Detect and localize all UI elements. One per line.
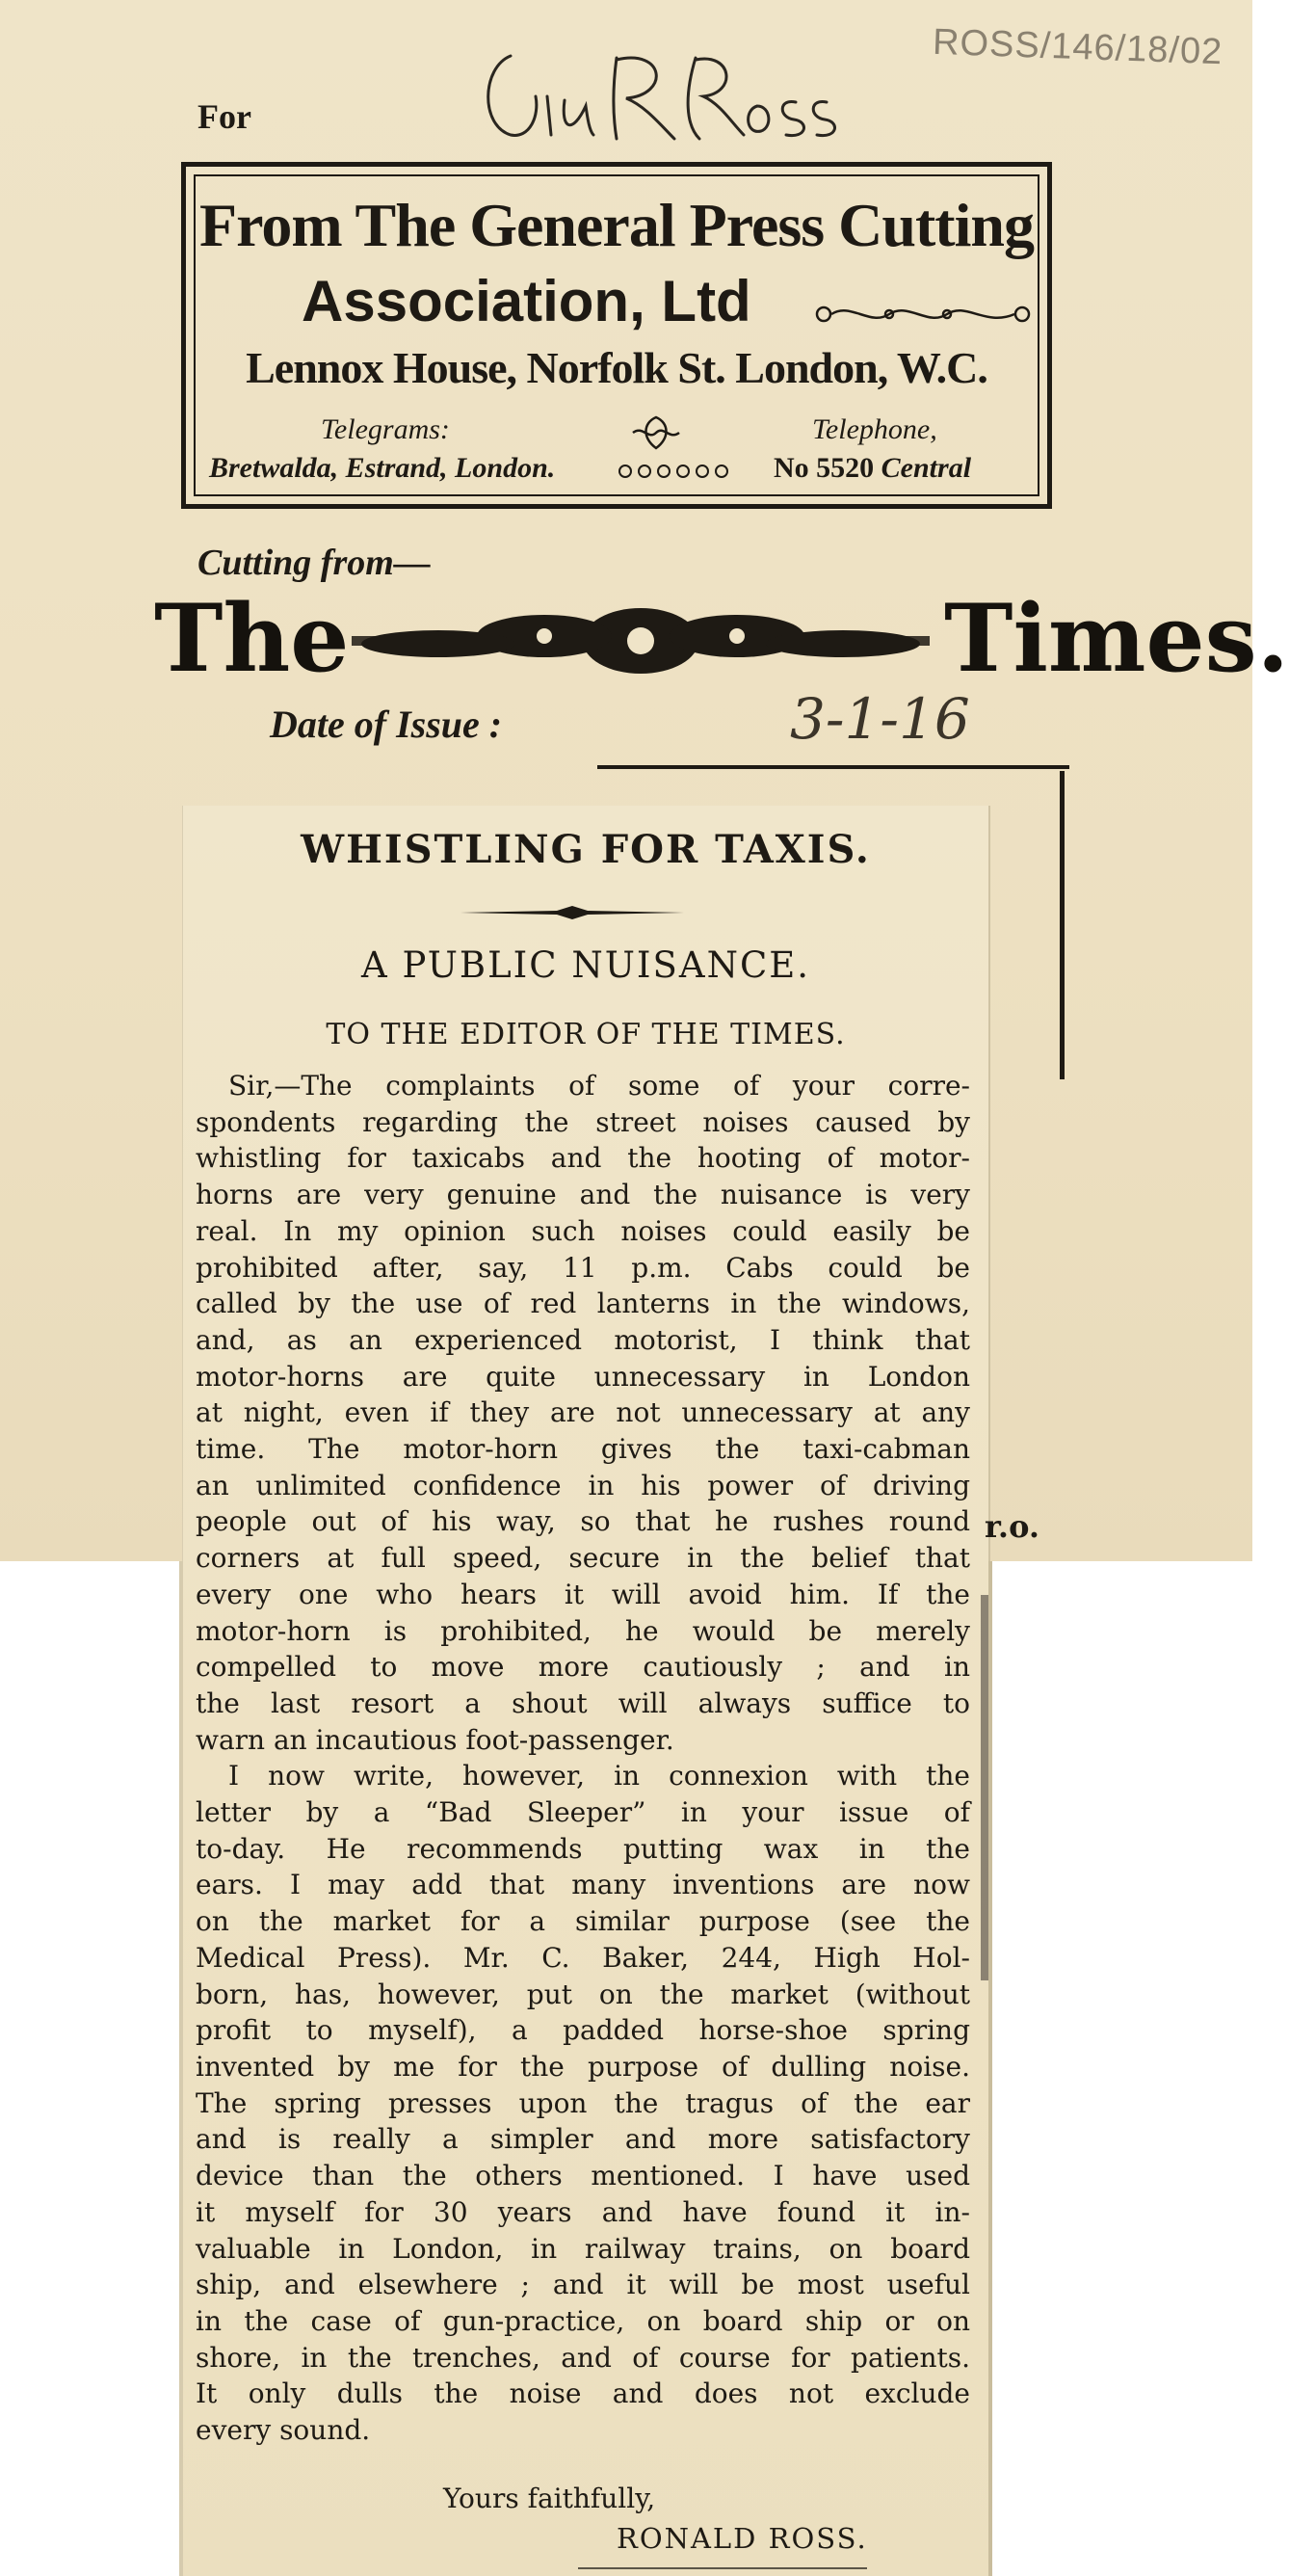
telegrams-label: Telegrams: bbox=[321, 413, 450, 445]
fleuron-icon bbox=[627, 413, 685, 452]
for-label: For bbox=[197, 97, 251, 136]
article-line: people out of his way, so that he rushes round bbox=[196, 1505, 970, 1538]
telephone-exchange: Central bbox=[881, 452, 972, 484]
article-line: at night, even if they are not unnecessary at any bbox=[196, 1396, 970, 1429]
article-body bbox=[196, 1068, 970, 2449]
article-line: letter by a “Bad Sleeper” in your issue of bbox=[196, 1796, 970, 1829]
article-line: an unlimited confidence in his power of driving bbox=[196, 1469, 970, 1501]
article-line: and is really a simpler and more satisfactory bbox=[196, 2123, 970, 2156]
article-line: Sir,—The complaints of some of your corre- bbox=[228, 1070, 970, 1102]
association-name-line1: From The General Press Cutting bbox=[199, 191, 1034, 259]
article-line: It only dulls the noise and does not exclude bbox=[196, 2377, 970, 2410]
article-paragraph-2 bbox=[196, 1758, 970, 2448]
royal-crest-icon bbox=[352, 607, 930, 675]
article-line: invented by me for the purpose of dulling noise. bbox=[196, 2050, 970, 2083]
article-line: on the market for a similar purpose (see the bbox=[196, 1905, 970, 1938]
article-line: and, as an experienced motorist, I think that bbox=[196, 1323, 970, 1356]
article-line: profit to myself), a padded horse-shoe spring bbox=[196, 2014, 970, 2047]
telephone-number bbox=[774, 452, 971, 485]
header-inner-frame bbox=[194, 174, 1039, 496]
article-line: prohibited after, say, 11 p.m. Cabs could be bbox=[196, 1251, 970, 1284]
article-headline: WHISTLING FOR TAXIS. bbox=[301, 827, 871, 872]
association-name-line2: Association, Ltd bbox=[302, 269, 751, 333]
masthead-word-times: Times. bbox=[944, 584, 1289, 693]
article-line: motor-horn is prohibited, he would be merely bbox=[196, 1614, 970, 1647]
article-line: called by the use of red lanterns in the windows, bbox=[196, 1288, 970, 1320]
article-line: time. The motor-horn gives the taxi-cabman bbox=[196, 1433, 970, 1466]
article-line: I now write, however, in connexion with the bbox=[228, 1760, 970, 1793]
association-address: Lennox House, Norfolk St. London, W.C. bbox=[246, 343, 987, 392]
signature-rule bbox=[578, 2567, 867, 2569]
article-line: corners at full speed, secure in the belief that bbox=[196, 1542, 970, 1575]
telegrams-address: Bretwalda, Estrand, London. bbox=[209, 452, 556, 484]
date-of-issue-value: 3-1-16 bbox=[790, 686, 970, 752]
column-rule bbox=[1060, 771, 1065, 1079]
article-line: warn an incautious foot-passenger. bbox=[196, 1723, 674, 1756]
letter-closing: Yours faithfully, bbox=[443, 2483, 656, 2514]
article-line: ship, and elsewhere ; and it will be most useful bbox=[196, 2269, 970, 2301]
masthead-word-the: The bbox=[154, 584, 350, 693]
article-line: spondents regarding the street noises caused by bbox=[196, 1105, 970, 1138]
headline-dash-rule bbox=[460, 906, 684, 919]
date-of-issue-label: Date of Issue : bbox=[270, 703, 503, 746]
date-underline bbox=[597, 765, 1069, 769]
article-line: it myself for 30 years and have found it in- bbox=[196, 2195, 970, 2228]
article-subhead: A PUBLIC NUISANCE. bbox=[360, 944, 811, 986]
article-line: whistling for taxicabs and the hooting of motor- bbox=[196, 1142, 970, 1175]
article-line: every one who hears it will avoid him. If the bbox=[196, 1578, 970, 1610]
article-line: to-day. He recommends putting wax in the bbox=[196, 1832, 970, 1865]
article-line: the last resort a shout will always suffice to bbox=[196, 1686, 970, 1719]
article-line: every sound. bbox=[196, 2414, 371, 2447]
cutting-from-label: Cutting from— bbox=[197, 543, 431, 583]
article-line: born, has, however, put on the market (without bbox=[196, 1978, 970, 2010]
clipping-shadow bbox=[981, 1595, 988, 1980]
scroll-ornament-icon bbox=[812, 300, 1034, 329]
press-cutting-header bbox=[181, 162, 1052, 509]
article-line: shore, in the trenches, and of course for patients. bbox=[196, 2341, 970, 2374]
article-line: horns are very genuine and the nuisance is very bbox=[196, 1179, 970, 1211]
article-line: motor-horns are quite unnecessary in London bbox=[196, 1360, 970, 1393]
clipping-left-edge bbox=[179, 1561, 183, 2576]
article-line: real. In my opinion such noises could easily be bbox=[196, 1214, 970, 1247]
article-line: compelled to move more cautiously ; and in bbox=[196, 1651, 970, 1684]
article-line: Medical Press). Mr. C. Baker, 244, High Hol- bbox=[196, 1941, 970, 1974]
clipping-right-edge bbox=[988, 1561, 992, 2576]
adjacent-column-fragment: r.o. bbox=[985, 1508, 1039, 1545]
article-paragraph-1 bbox=[196, 1068, 970, 1758]
handwritten-recipient bbox=[472, 39, 838, 154]
chain-ornament-icon bbox=[616, 460, 731, 483]
article-line: ears. I may add that many inventions are now bbox=[196, 1869, 970, 1901]
telephone-label: Telephone, bbox=[812, 413, 937, 445]
archive-reference: ROSS/146/18/02 bbox=[932, 21, 1223, 73]
article-line: device than the others mentioned. I have used bbox=[196, 2160, 970, 2192]
article-line: valuable in London, in railway trains, on board bbox=[196, 2232, 970, 2265]
telephone-number-value: No 5520 bbox=[774, 452, 875, 484]
newspaper-masthead bbox=[154, 584, 1289, 702]
article-line: in the case of gun-practice, on board ship or on bbox=[196, 2304, 970, 2337]
article-line: The spring presses upon the tragus of the ear bbox=[196, 2086, 970, 2119]
letter-signature: RONALD ROSS. bbox=[617, 2522, 868, 2555]
article-addressee: TO THE EDITOR OF THE TIMES. bbox=[326, 1018, 846, 1051]
